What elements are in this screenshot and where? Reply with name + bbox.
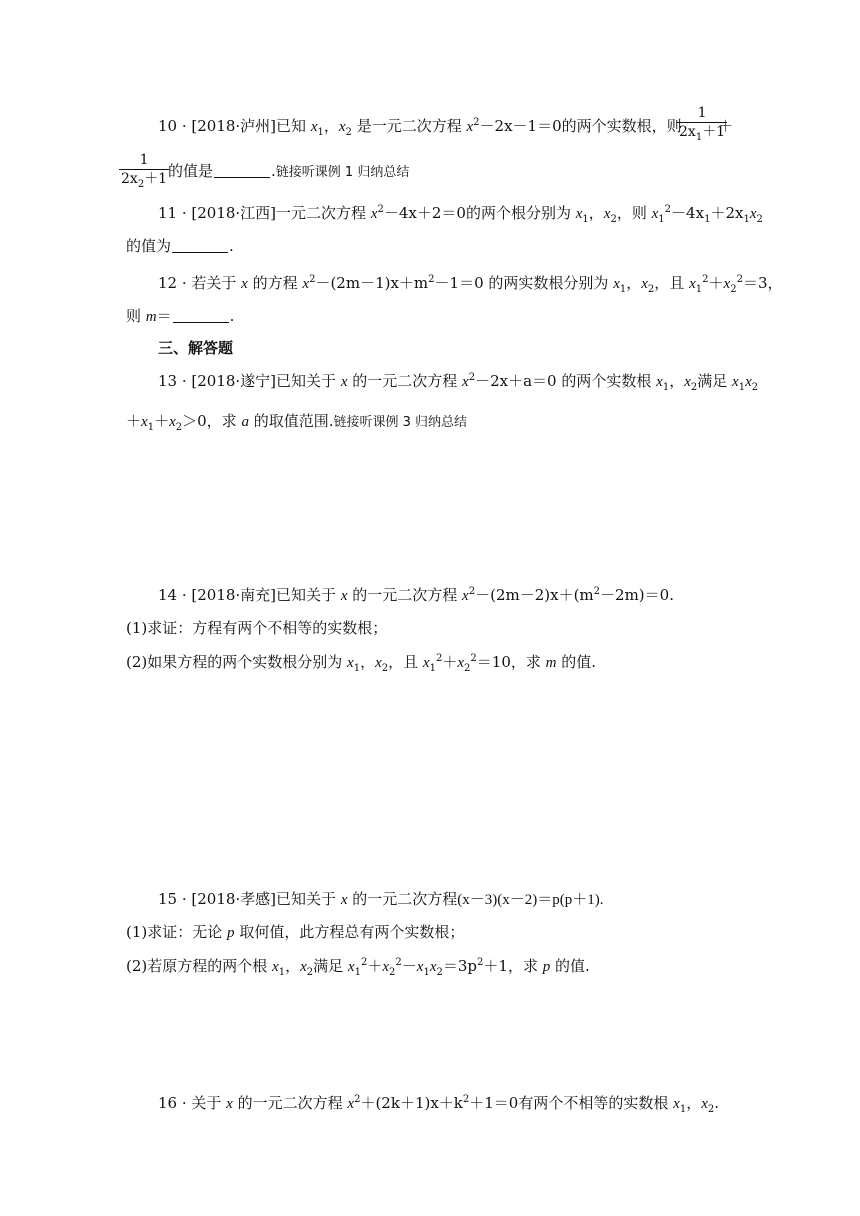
q12-line1: 12 · 若关于 x 的方程 $x^2-(2m-1)x+m^2-1=0$ 的两实数根分别为 $x_1$，$x_2$，且 $x_1^2+x_2^2=3$，: [158, 274, 783, 295]
q15-line1: 15 · [2018·孝感]已知关于 x 的一元二次方程(x－3)(x－2)＝p(p＋1).: [158, 890, 604, 908]
answer-blank[interactable]: [214, 163, 270, 178]
section-title: 三、解答题: [158, 339, 234, 357]
q16-line1: 16 · 关于 x 的一元二次方程 $x^2+(2k+1)x+k^2+1=0$有两个不相等的实数根 $x_1$，$x_2$.: [158, 1094, 720, 1115]
q12-line2: 则 m＝ .: [126, 307, 235, 325]
answer-blank[interactable]: [173, 308, 229, 323]
q14-part1: (1)求证：方程有两个不相等的实数根；: [126, 619, 388, 637]
q14-part2: (2)如果方程的两个实数根分别为 $x_1$，$x_2$，且 $x_1^2+x_2^2=10$，求 m 的值.: [126, 653, 597, 674]
q10-fraction-2: $\frac{1}{2x_2+1}$: [121, 152, 168, 190]
q15-part2: (2)若原方程的两个根 $x_1$，$x_2$满足 $x_1^2+x_2^2-x_1x_2=3p^2+1$，求 p 的值.: [126, 957, 590, 978]
q11-line2: 的值为 .: [126, 237, 234, 255]
q10-plus: ＋: [718, 117, 734, 135]
q10-line1: 10 · [2018·泸州]已知 $x_1$，$x_2$ 是一元二次方程 $x^2-2x-1=0$的两个实数根，则: [158, 117, 682, 138]
q11-line1: 11 · [2018·江西]一元二次方程 $x^2-4x+2=0$的两个根分别为 $x_1$，$x_2$，则 $x_1^2-4x_1+2x_1x_2$: [158, 204, 763, 225]
q10-line2: 的值是 .链接听课例 1 归纳总结: [168, 162, 410, 180]
q13-line1: 13 · [2018·遂宁]已知关于 x 的一元二次方程 $x^2-2x+a=0$ 的两个实数根 $x_1$，$x_2$满足 $x_1x_2$: [158, 372, 759, 393]
answer-blank[interactable]: [172, 238, 228, 253]
q15-part1: (1)求证：无论 p 取何值，此方程总有两个实数根；: [126, 923, 465, 941]
q13-line2: $+x_1+x_2>0$，求 a 的取值范围.链接听课例 3 归纳总结: [126, 412, 468, 433]
q14-line1: 14 · [2018·南充]已知关于 x 的一元二次方程 $x^2-(2m-2)x+(m^2-2m)=0$.: [158, 586, 674, 604]
q10-fraction-1: $\frac{1}{2x_1+1}$: [679, 105, 726, 143]
